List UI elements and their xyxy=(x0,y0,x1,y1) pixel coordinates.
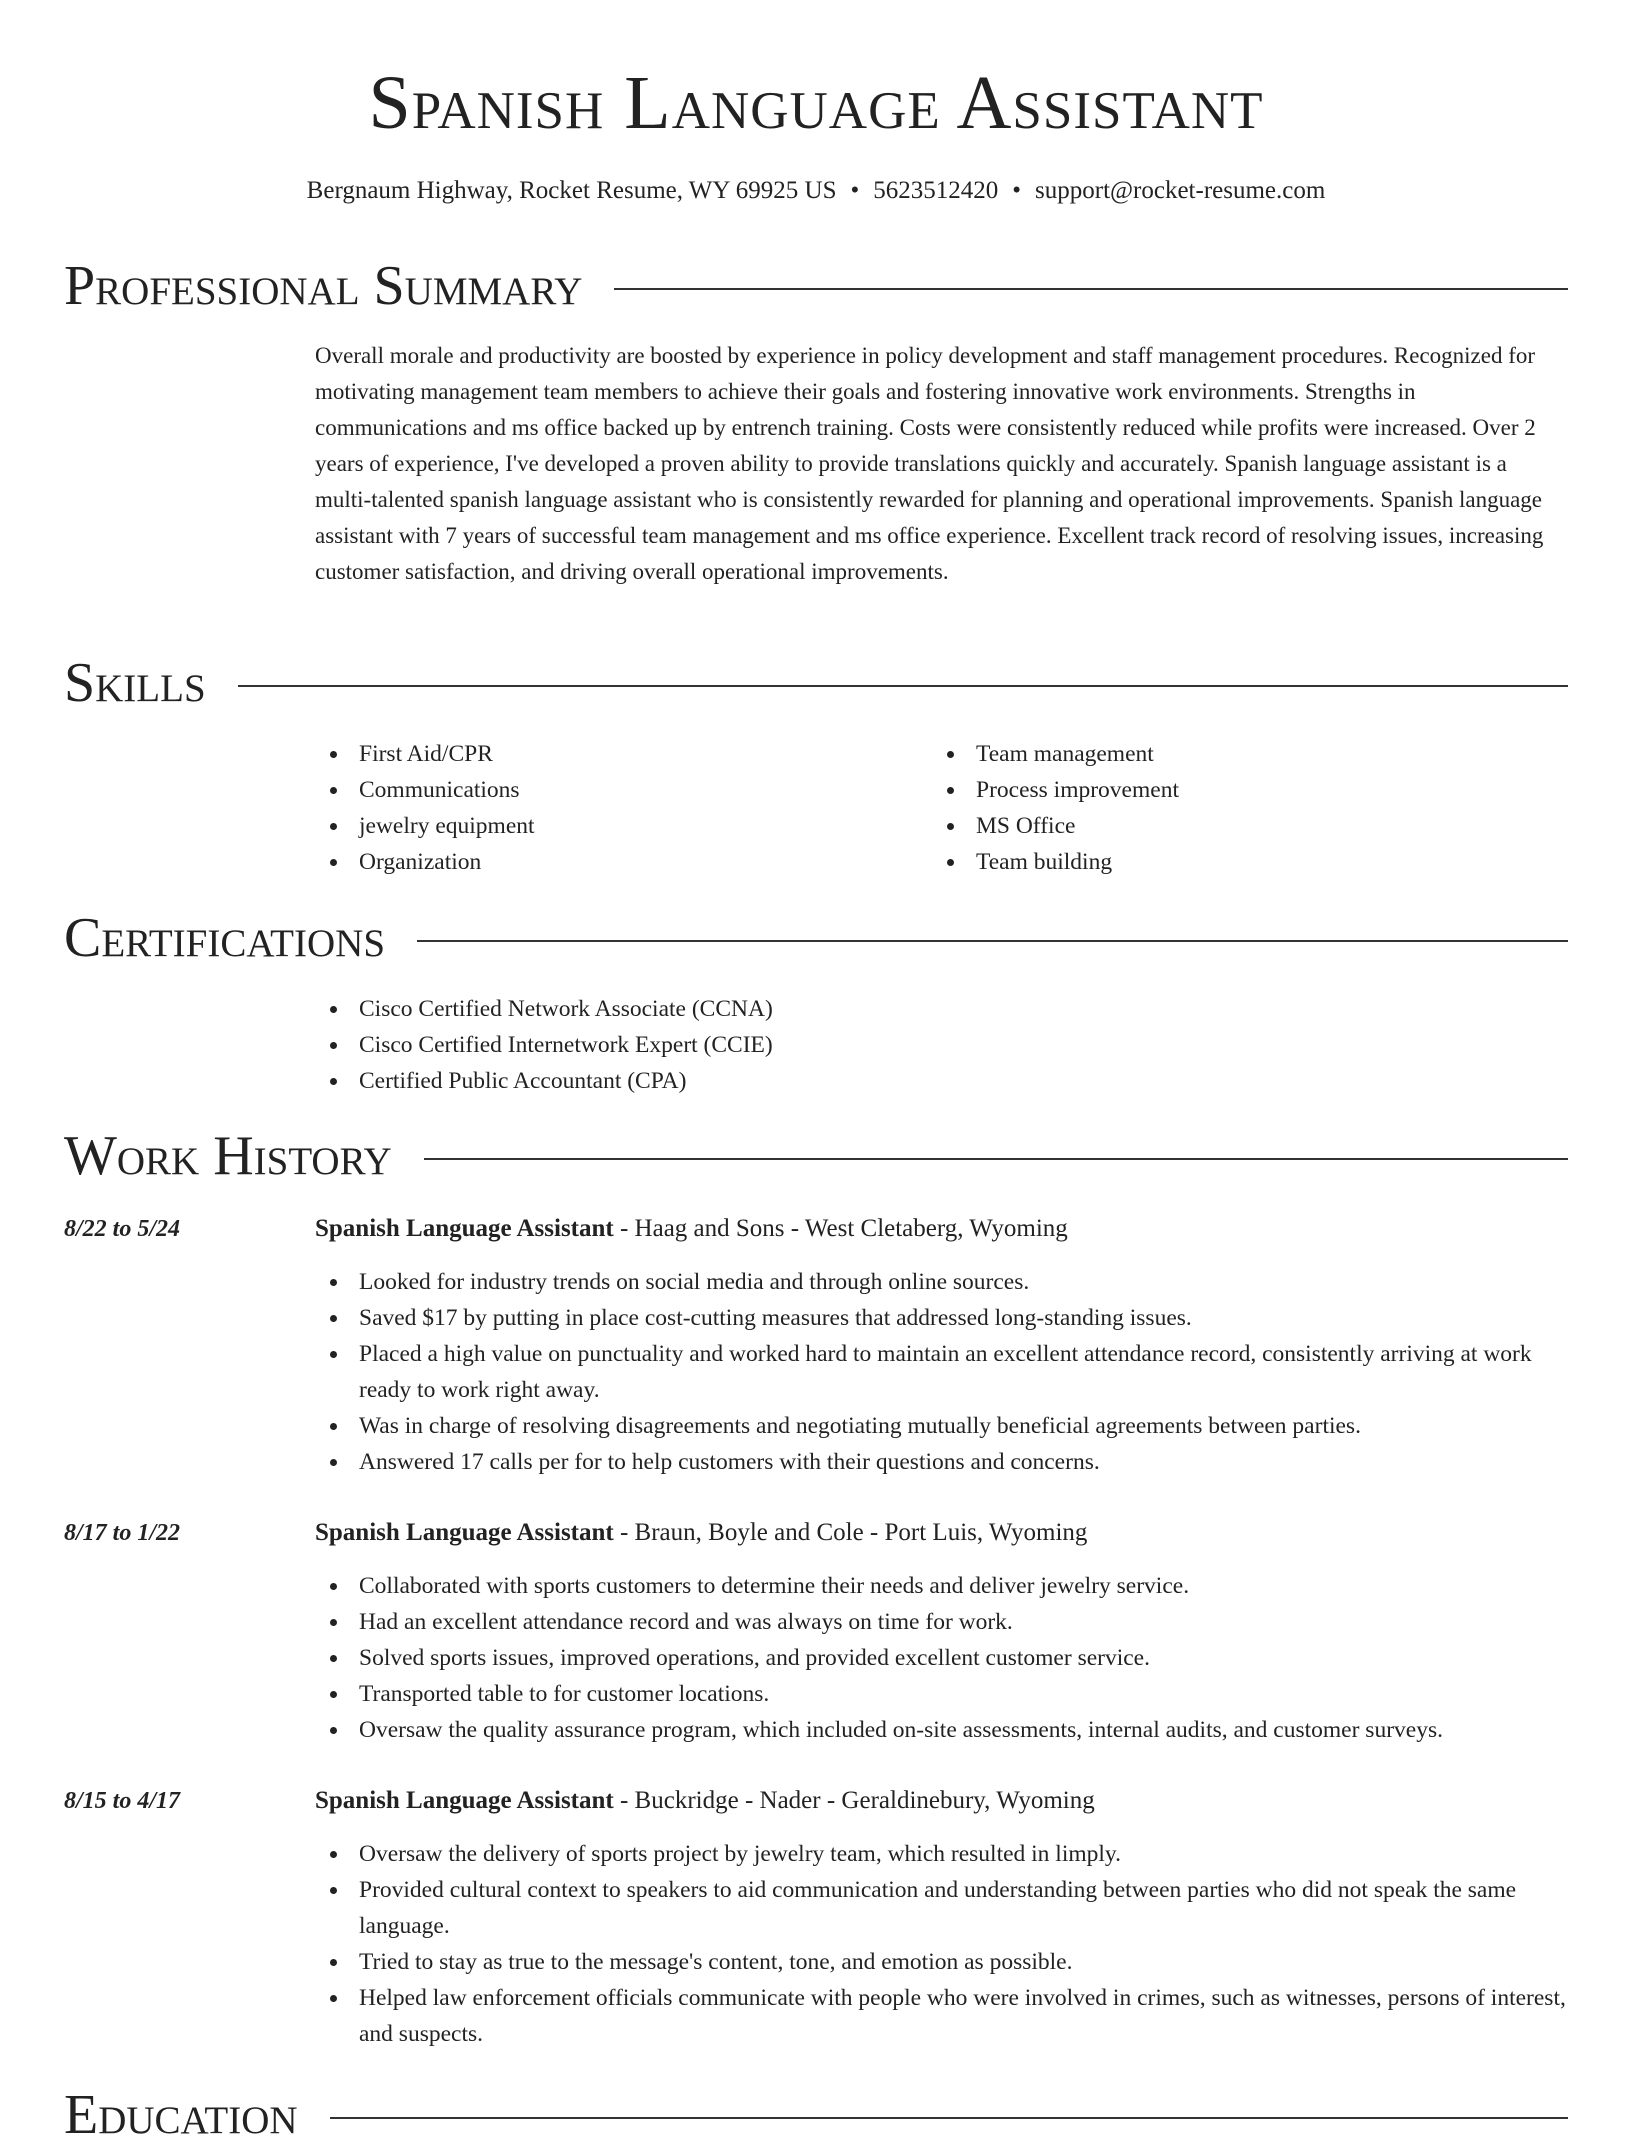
job-bullet: Collaborated with sports customers to determine their needs and deliver jewelry service. xyxy=(315,1568,1568,1604)
certifications-list xyxy=(315,991,1568,1099)
section-header-education xyxy=(64,2082,1568,2148)
contact-line xyxy=(0,174,1632,208)
job-bullet: Oversaw the delivery of sports project by jewelry team, which resulted in limply. xyxy=(315,1836,1568,1872)
job-dates: 8/15 to 4/17 xyxy=(64,1788,181,1814)
skill-item: Communications xyxy=(315,772,915,808)
skill-item: MS Office xyxy=(932,808,1532,844)
section-header-summary xyxy=(64,253,1568,319)
job-bullet: Oversaw the quality assurance program, which included on-site assessments, internal audits, and customer surveys. xyxy=(315,1712,1568,1748)
section-title-education: Education xyxy=(64,2084,298,2146)
skill-item: Process improvement xyxy=(932,772,1532,808)
job-bullet: Had an excellent attendance record and was always on time for work. xyxy=(315,1604,1568,1640)
skills-list-right xyxy=(932,736,1532,880)
job-bullet: Answered 17 calls per for to help customers with their questions and concerns. xyxy=(315,1444,1568,1480)
contact-separator: • xyxy=(1012,177,1022,204)
job-bullet: Looked for industry trends on social media and through online sources. xyxy=(315,1264,1568,1300)
job-bullet: Was in charge of resolving disagreements and negotiating mutually beneficial agreements between parties. xyxy=(315,1408,1568,1444)
job-bullet: Helped law enforcement officials communicate with people who were involved in crimes, such as witnesses, persons of interest, and suspects. xyxy=(315,1980,1568,2052)
job-bullet: Transported table to for customer locations. xyxy=(315,1676,1568,1712)
section-header-skills xyxy=(64,650,1568,716)
job-title: Spanish Language Assistant xyxy=(315,1215,614,1242)
contact-email: support@rocket-resume.com xyxy=(1035,177,1326,204)
section-divider xyxy=(614,288,1568,290)
job-title: Spanish Language Assistant xyxy=(315,1519,614,1546)
resume-name: Spanish Language Assistant xyxy=(368,61,1264,145)
contact-address: Bergnaum Highway, Rocket Resume, WY 69925 US xyxy=(306,177,837,204)
job-details: - Buckridge - Nader - Geraldinebury, Wyoming xyxy=(613,1787,1095,1814)
job-bullet: Placed a high value on punctuality and worked hard to maintain an excellent attendance record, consistently arriving at work ready to work right away. xyxy=(315,1336,1568,1408)
section-header-certifications xyxy=(64,905,1568,971)
contact-separator: • xyxy=(850,177,860,204)
section-divider xyxy=(330,2117,1568,2119)
job-dates: 8/17 to 1/22 xyxy=(64,1520,181,1546)
section-divider xyxy=(238,685,1568,687)
skill-item: First Aid/CPR xyxy=(315,736,915,772)
job-bullets xyxy=(315,1264,1568,1480)
section-divider xyxy=(424,1158,1568,1160)
job-bullet: Tried to stay as true to the message's content, tone, and emotion as possible. xyxy=(315,1944,1568,1980)
section-title-work-history: Work History xyxy=(64,1125,392,1187)
certification-item: Cisco Certified Network Associate (CCNA) xyxy=(315,991,1568,1027)
skill-item: Organization xyxy=(315,844,915,880)
job-bullet: Solved sports issues, improved operations, and provided excellent customer service. xyxy=(315,1640,1568,1676)
section-title-summary: Professional Summary xyxy=(64,255,583,317)
job-bullet: Saved $17 by putting in place cost-cutting measures that addressed long-standing issues. xyxy=(315,1300,1568,1336)
job-bullets xyxy=(315,1568,1568,1748)
skill-item: Team management xyxy=(932,736,1532,772)
job-details: - Braun, Boyle and Cole - Port Luis, Wyoming xyxy=(613,1519,1088,1546)
job-dates: 8/22 to 5/24 xyxy=(64,1216,181,1242)
certification-item: Certified Public Accountant (CPA) xyxy=(315,1063,1568,1099)
skills-list-left xyxy=(315,736,915,880)
section-title-certifications: Certifications xyxy=(64,907,386,969)
section-header-work-history xyxy=(64,1123,1568,1189)
section-title-skills: Skills xyxy=(64,652,206,714)
job-bullets xyxy=(315,1836,1568,2052)
summary-text: Overall morale and productivity are boosted by experience in policy development and staff management procedures. Recognized for motivating management team members to achieve their goals and fostering innovative work environments. Strengths in communications and ms office backed up by entrench training. Costs were consistently reduced while profits were increased. Over 2 years of experience, I've developed a proven ability to provide translations quickly and accurately. Spanish language assistant is a multi-talented spanish language assistant who is consistently rewarded for planning and operational improvements. Spanish language assistant with 7 years of successful team management and ms office experience. Excellent track record of resolving issues, increasing customer satisfaction, and driving overall operational improvements. xyxy=(315,343,1544,584)
job-title-line xyxy=(315,1784,1568,1818)
contact-phone: 5623512420 xyxy=(873,177,999,204)
skill-item: Team building xyxy=(932,844,1532,880)
job-title-line xyxy=(315,1516,1568,1550)
skill-item: jewelry equipment xyxy=(315,808,915,844)
job-title: Spanish Language Assistant xyxy=(315,1787,614,1814)
certification-item: Cisco Certified Internetwork Expert (CCIE) xyxy=(315,1027,1568,1063)
job-title-line xyxy=(315,1212,1568,1246)
job-details: - Haag and Sons - West Cletaberg, Wyoming xyxy=(613,1215,1068,1242)
section-divider xyxy=(417,940,1568,942)
job-bullet: Provided cultural context to speakers to aid communication and understanding between parties who did not speak the same language. xyxy=(315,1872,1568,1944)
